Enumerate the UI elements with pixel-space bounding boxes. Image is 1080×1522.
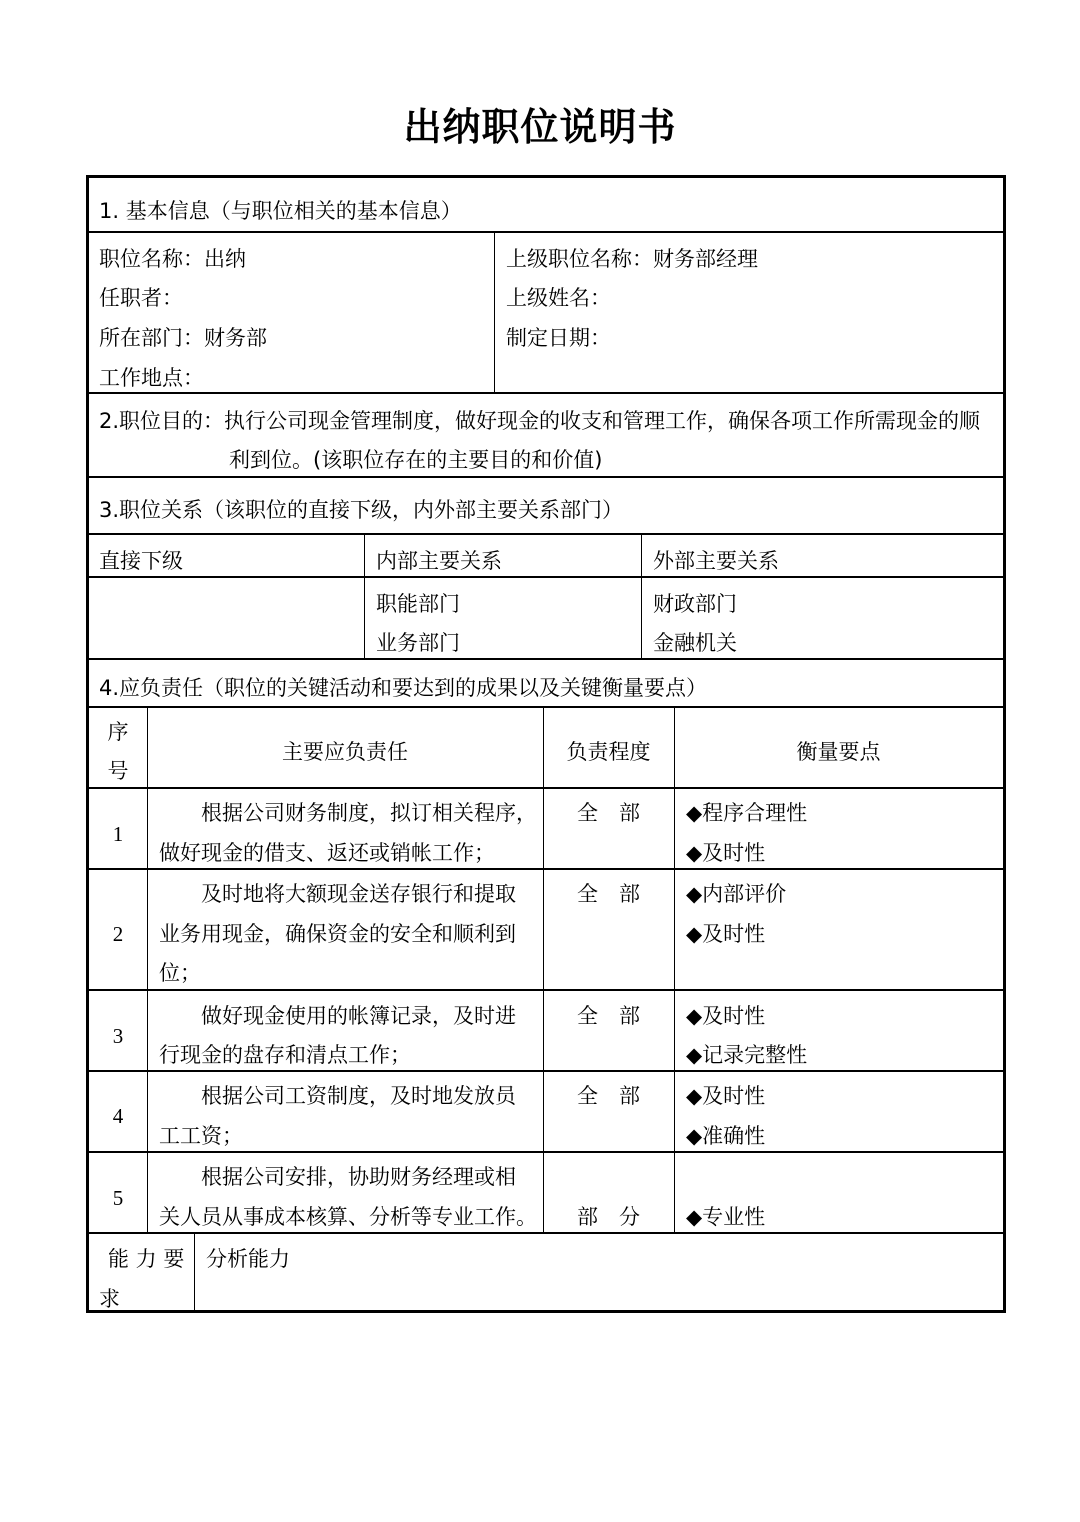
divider [89, 1151, 1003, 1153]
duty-text: 业务用现金，确保资金的安全和顺利到 [159, 922, 516, 946]
internal-relation-item: 职能部门 [376, 592, 460, 616]
measure-item: ◆专业性 [686, 1205, 766, 1229]
supervisor-name: 上级姓名： [506, 286, 611, 310]
responsibility-degree: 全 部 [577, 1004, 640, 1028]
duty-text: 根据公司工资制度，及时地发放员 [201, 1084, 516, 1108]
purpose-line-2: 利到位。(该职位存在的主要目的和价值) [229, 448, 603, 472]
duty-text: 做好现金的借支、返还或销帐工作； [159, 841, 495, 865]
duty-text: 工工资； [159, 1124, 243, 1148]
duty-text: 关人员从事成本核算、分析等专业工作。 [159, 1205, 537, 1229]
duty-text: 位； [159, 961, 201, 985]
external-relation-item: 财政部门 [653, 592, 737, 616]
direct-subordinates-header: 直接下级 [99, 549, 183, 573]
divider [494, 232, 495, 392]
internal-relations-header: 内部主要关系 [376, 549, 502, 573]
divider [89, 989, 1003, 991]
divider [147, 707, 148, 1233]
row-number: 3 [112, 1024, 124, 1048]
divider [194, 1233, 195, 1310]
work-location: 工作地点： [99, 366, 204, 390]
measure-item: ◆及时性 [686, 922, 766, 946]
divider [89, 231, 1003, 233]
divider [364, 534, 365, 658]
divider [641, 534, 642, 658]
measure-item: ◆程序合理性 [686, 801, 808, 825]
column-header-degree: 负责程度 [566, 740, 651, 764]
measure-item: ◆内部评价 [686, 882, 787, 906]
purpose-line-1: 2.职位目的：执行公司现金管理制度，做好现金的收支和管理工作，确保各项工作所需现金的顺 [99, 409, 981, 433]
duty-text: 行现金的盘存和清点工作； [159, 1043, 411, 1067]
department: 所在部门：财务部 [99, 326, 267, 350]
responsibility-degree: 部 分 [577, 1205, 640, 1229]
column-header-no: 序 [107, 720, 129, 744]
column-header-measure: 衡量要点 [796, 740, 881, 764]
row-number: 4 [112, 1104, 124, 1128]
row-number: 2 [112, 922, 124, 946]
effective-date: 制定日期： [506, 326, 611, 350]
ability-value: 分析能力 [206, 1247, 290, 1271]
measure-item: ◆准确性 [686, 1124, 766, 1148]
duty-text: 根据公司安排，协助财务经理或相 [201, 1165, 516, 1189]
ability-label: 能 力 要 [108, 1247, 185, 1271]
duties-heading: 4.应负责任（职位的关键活动和要达到的成果以及关键衡量要点） [99, 676, 708, 700]
measure-item: ◆记录完整性 [686, 1043, 808, 1067]
duty-text: 及时地将大额现金送存银行和提取 [201, 882, 516, 906]
column-header-main-duty: 主要应负责任 [282, 740, 408, 764]
external-relation-item: 金融机关 [653, 631, 737, 655]
responsibility-degree: 全 部 [577, 801, 640, 825]
internal-relation-item: 业务部门 [376, 631, 460, 655]
basic-info-heading: 1. 基本信息（与职位相关的基本信息） [99, 199, 462, 223]
duty-text: 做好现金使用的帐簿记录，及时进 [201, 1004, 516, 1028]
column-header-no: 号 [107, 759, 129, 783]
ability-label: 求 [99, 1287, 120, 1311]
incumbent: 任职者： [99, 286, 183, 310]
supervisor-position: 上级职位名称：财务部经理 [506, 247, 758, 271]
row-number: 1 [112, 822, 124, 846]
duty-text: 根据公司财务制度，拟订相关程序， [201, 801, 537, 825]
divider [89, 533, 1003, 535]
measure-item: ◆及时性 [686, 841, 766, 865]
job-description-table [86, 175, 1006, 1313]
divider [89, 392, 1003, 394]
position-name: 职位名称：出纳 [99, 247, 246, 271]
divider [89, 706, 1003, 708]
divider [543, 707, 544, 1233]
responsibility-degree: 全 部 [577, 882, 640, 906]
divider [89, 576, 1003, 578]
external-relations-header: 外部主要关系 [653, 549, 779, 573]
responsibility-degree: 全 部 [577, 1084, 640, 1108]
divider [89, 1232, 1003, 1234]
divider [674, 707, 675, 1233]
page-title: 出纳职位说明书 [403, 105, 677, 149]
relations-heading: 3.职位关系（该职位的直接下级，内外部主要关系部门） [99, 498, 624, 522]
divider [89, 787, 1003, 789]
measure-item: ◆及时性 [686, 1004, 766, 1028]
divider [89, 1070, 1003, 1072]
measure-item: ◆及时性 [686, 1084, 766, 1108]
row-number: 5 [112, 1186, 124, 1210]
divider [89, 476, 1003, 478]
divider [89, 868, 1003, 870]
divider [89, 658, 1003, 660]
